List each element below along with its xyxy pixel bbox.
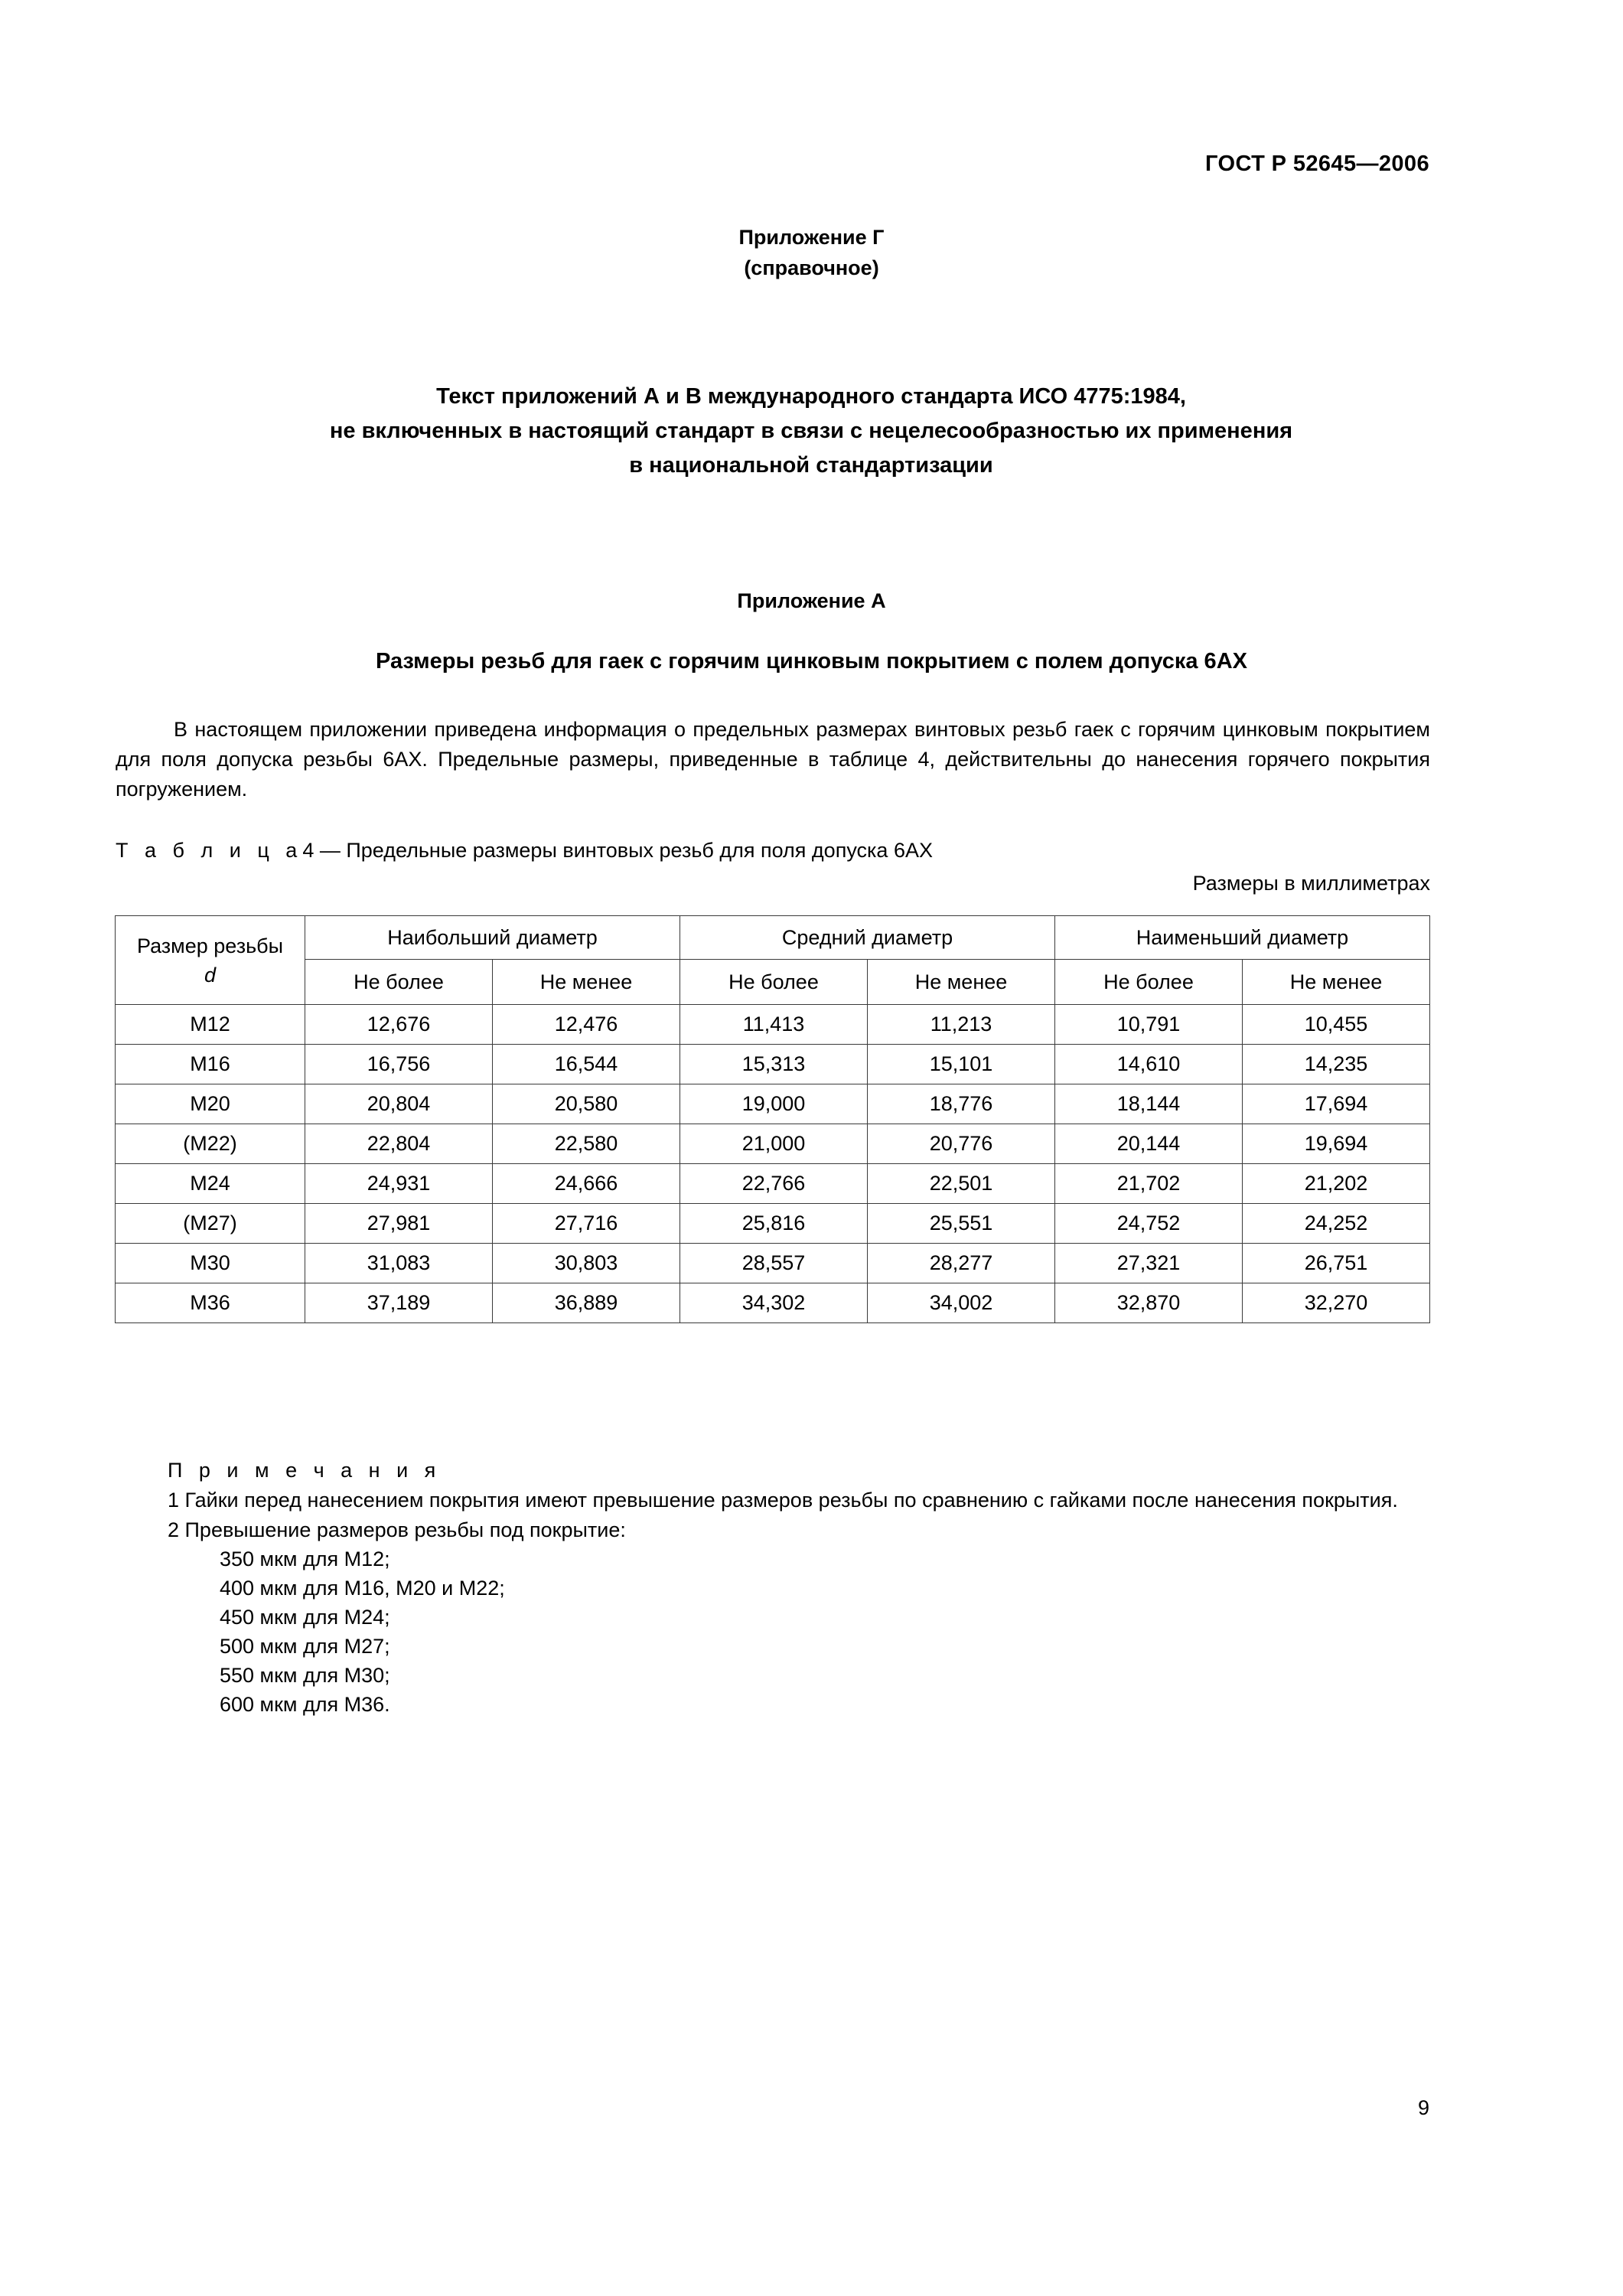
cell-value: 36,889 xyxy=(493,1283,680,1323)
cell-value: 27,716 xyxy=(493,1204,680,1244)
cell-value: 10,791 xyxy=(1055,1005,1243,1045)
table-caption xyxy=(116,839,933,863)
cell-thread-size: М12 xyxy=(116,1005,305,1045)
annex-g-kind: (справочное) xyxy=(744,256,879,279)
cell-value: 31,083 xyxy=(305,1244,493,1283)
cell-value: 14,235 xyxy=(1243,1045,1430,1084)
cell-value: 14,610 xyxy=(1055,1045,1243,1084)
cell-value: 15,313 xyxy=(680,1045,868,1084)
cell-value: 10,455 xyxy=(1243,1005,1430,1045)
cell-value: 12,476 xyxy=(493,1005,680,1045)
cell-value: 26,751 xyxy=(1243,1244,1430,1283)
cell-value: 21,202 xyxy=(1243,1164,1430,1204)
cell-value: 32,270 xyxy=(1243,1283,1430,1323)
list-item: 350 мкм для М12; xyxy=(220,1548,390,1570)
cell-value: 18,776 xyxy=(868,1084,1055,1124)
page-number: 9 xyxy=(1417,2096,1429,2119)
cell-value: 18,144 xyxy=(1055,1084,1243,1124)
cell-value: 28,277 xyxy=(868,1244,1055,1283)
annex-a-intro-paragraph: В настоящем приложении приведена информация о предельных размерах винтовых резьб гаек с горячим цинковым покрытием для поля допуска резьбы 6АХ. Предельные размеры, приведенные в таблице 4, действительны до нанесения горячего покрытия погружением. xyxy=(116,718,1430,801)
cell-value: 24,252 xyxy=(1243,1204,1430,1244)
header-thread-size xyxy=(116,916,305,1005)
table-units-note: Размеры в миллиметрах xyxy=(1192,872,1430,895)
cell-value: 11,413 xyxy=(680,1005,868,1045)
cell-value: 22,501 xyxy=(868,1164,1055,1204)
table-row xyxy=(116,1244,1430,1283)
cell-value: 20,776 xyxy=(868,1124,1055,1164)
cell-value: 16,544 xyxy=(493,1045,680,1084)
notes-block xyxy=(116,1456,1430,1719)
cell-value: 22,804 xyxy=(305,1124,493,1164)
cell-value: 11,213 xyxy=(868,1005,1055,1045)
cell-value: 25,816 xyxy=(680,1204,868,1244)
cell-value: 20,144 xyxy=(1055,1124,1243,1164)
table-row xyxy=(116,1084,1430,1124)
annex-g-label: Приложение Г xyxy=(738,226,885,249)
annex-g-title-line-1: Текст приложений А и В международного стандарта ИСО 4775:1984, xyxy=(436,384,1186,409)
cell-thread-size: (М27) xyxy=(116,1204,305,1244)
cell-value: 15,101 xyxy=(868,1045,1055,1084)
cell-value: 34,302 xyxy=(680,1283,868,1323)
cell-value: 16,756 xyxy=(305,1045,493,1084)
cell-value: 17,694 xyxy=(1243,1084,1430,1124)
annex-a-label: Приложение А xyxy=(737,589,886,612)
table-row xyxy=(116,1124,1430,1164)
cell-thread-size: М24 xyxy=(116,1164,305,1204)
cell-value: 27,981 xyxy=(305,1204,493,1244)
cell-thread-size: М16 xyxy=(116,1045,305,1084)
cell-value: 32,870 xyxy=(1055,1283,1243,1323)
standard-designation-header: ГОСТ Р 52645—2006 xyxy=(1205,152,1429,176)
table-caption-label: Т а б л и ц а xyxy=(116,839,303,862)
table-row xyxy=(116,1005,1430,1045)
table-caption-number: 4 xyxy=(302,839,314,862)
cell-value: 21,702 xyxy=(1055,1164,1243,1204)
cell-value: 34,002 xyxy=(868,1283,1055,1323)
table-header-row-groups xyxy=(116,916,1430,960)
table-row xyxy=(116,1283,1430,1323)
cell-value: 19,000 xyxy=(680,1084,868,1124)
cell-value: 30,803 xyxy=(493,1244,680,1283)
notes-title: П р и м е ч а н и я xyxy=(168,1459,442,1482)
cell-value: 20,580 xyxy=(493,1084,680,1124)
cell-thread-size: (М22) xyxy=(116,1124,305,1164)
cell-thread-size: М20 xyxy=(116,1084,305,1124)
table-caption-text: Предельные размеры винтовых резьб для поля допуска 6АХ xyxy=(346,839,933,862)
annex-g-title-block xyxy=(199,380,1423,483)
list-item: 400 мкм для М16, М20 и М22; xyxy=(220,1577,505,1600)
cell-value: 12,676 xyxy=(305,1005,493,1045)
note-item-2: 2 Превышение размеров резьбы под покрытие: xyxy=(168,1518,626,1541)
coating-allowance-list xyxy=(116,1544,1430,1719)
annex-g-title-line-2: не включенных в настоящий стандарт в связи с нецелесообразностью их применения xyxy=(329,419,1293,443)
annex-a-title: Размеры резьб для гаек с горячим цинковым покрытием с полем допуска 6АХ xyxy=(376,649,1247,673)
cell-value: 19,694 xyxy=(1243,1124,1430,1164)
cell-value: 24,931 xyxy=(305,1164,493,1204)
annex-g-heading xyxy=(0,222,1623,283)
table-body xyxy=(116,1005,1430,1323)
header-sub-max-1: Не более xyxy=(305,960,493,1005)
header-group-major-diameter: Наибольший диаметр xyxy=(305,916,680,960)
table-row xyxy=(116,1204,1430,1244)
cell-value: 37,189 xyxy=(305,1283,493,1323)
cell-value: 27,321 xyxy=(1055,1244,1243,1283)
table-row xyxy=(116,1164,1430,1204)
cell-value: 25,551 xyxy=(868,1204,1055,1244)
cell-value: 22,580 xyxy=(493,1124,680,1164)
cell-value: 24,752 xyxy=(1055,1204,1243,1244)
list-item: 450 мкм для М24; xyxy=(220,1606,390,1629)
cell-value: 24,666 xyxy=(493,1164,680,1204)
header-sub-min-3: Не менее xyxy=(1243,960,1430,1005)
cell-thread-size: М30 xyxy=(116,1244,305,1283)
header-group-minor-diameter: Наименьший диаметр xyxy=(1055,916,1430,960)
table-row xyxy=(116,1045,1430,1084)
header-thread-size-symbol: d xyxy=(204,963,217,987)
cell-value: 22,766 xyxy=(680,1164,868,1204)
header-thread-size-line1: Размер резьбы xyxy=(136,934,284,957)
header-sub-max-3: Не более xyxy=(1055,960,1243,1005)
annex-g-title-line-3: в национальной стандартизации xyxy=(629,453,993,478)
list-item: 500 мкм для М27; xyxy=(220,1635,390,1658)
header-sub-max-2: Не более xyxy=(680,960,868,1005)
header-group-pitch-diameter: Средний диаметр xyxy=(680,916,1055,960)
cell-value: 21,000 xyxy=(680,1124,868,1164)
list-item: 550 мкм для М30; xyxy=(220,1664,390,1687)
cell-value: 28,557 xyxy=(680,1244,868,1283)
list-item: 600 мкм для М36. xyxy=(220,1693,390,1716)
table-caption-dash: — xyxy=(319,839,341,862)
note-item-1: 1 Гайки перед нанесением покрытия имеют превышение размеров резьбы по сравнению с гайками после нанесения покрытия. xyxy=(168,1489,1398,1512)
cell-value: 20,804 xyxy=(305,1084,493,1124)
header-sub-min-1: Не менее xyxy=(493,960,680,1005)
table-header-row-subs xyxy=(116,960,1430,1005)
cell-thread-size: М36 xyxy=(116,1283,305,1323)
header-sub-min-2: Не менее xyxy=(868,960,1055,1005)
thread-dimensions-table xyxy=(115,915,1430,1323)
